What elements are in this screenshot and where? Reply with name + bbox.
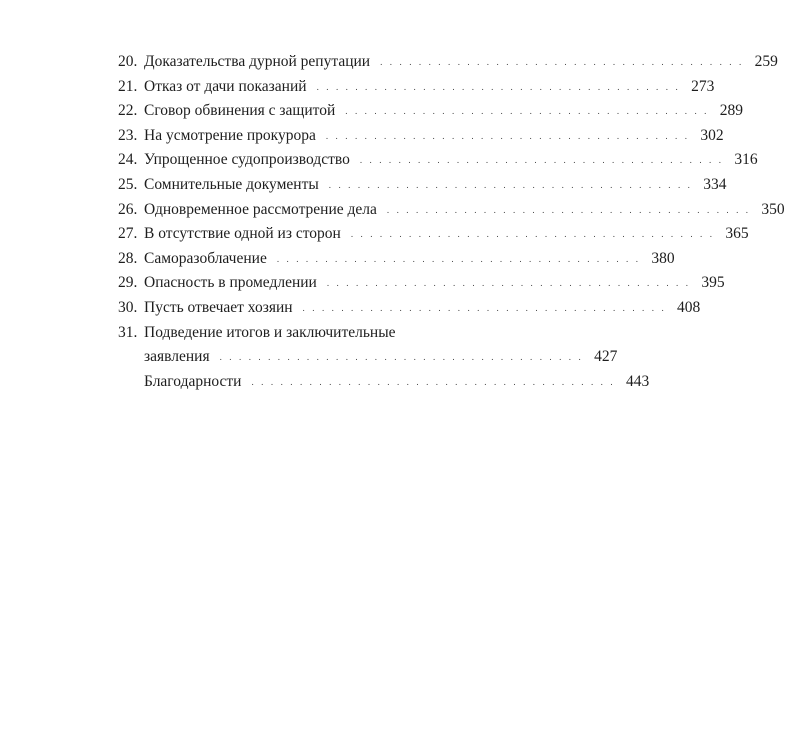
toc-entry-title: Отказ от дачи показаний [144, 77, 307, 95]
toc-entry-title: Сговор обвинения с защитой [144, 102, 336, 120]
toc-entry-page: 443 [625, 372, 650, 390]
toc-entry-title: Сомнительные документы [144, 175, 319, 193]
toc-entry-page: 380 [651, 249, 675, 267]
toc-entry-title: На усмотрение прокурора [144, 126, 316, 144]
toc-entry-number: 29. [118, 274, 138, 292]
toc-entry-number: 24. [118, 151, 138, 169]
toc-entry-number: 21. [118, 77, 138, 95]
toc-entry-page: 395 [701, 274, 725, 292]
toc-entry-30[interactable] [118, 296, 701, 321]
toc-entry-title: Упрощенное судопроизводство [144, 151, 350, 169]
toc-entry-page: 408 [677, 298, 701, 316]
toc-entry-27[interactable] [118, 222, 749, 247]
toc-entry-page: 302 [700, 126, 724, 144]
toc-entry-number: 22. [118, 102, 138, 120]
toc-entry-29[interactable] [118, 271, 725, 296]
dot-leader: . . . . . . . . . . . . . . . . . . . . . . . . . . . . . . . . . . . . . . [316, 81, 681, 92]
dot-leader: . . . . . . . . . . . . . . . . . . . . . . . . . . . . . . . . . . . . . . [386, 204, 751, 215]
toc-entry-page: 259 [754, 53, 778, 70]
toc-entry-31-continuation[interactable] [118, 345, 618, 370]
toc-entry-31[interactable] [118, 321, 460, 346]
toc-entry-number: 30. [118, 298, 138, 316]
toc-entry-number: 26. [118, 200, 138, 218]
toc-entry-title: Пусть отвечает хозяин [144, 298, 293, 316]
dot-leader: . . . . . . . . . . . . . . . . . . . . . . . . . . . . . . . . . . . . . . [380, 57, 744, 67]
toc-entry-title: В отсутствие одной из сторон [144, 225, 341, 243]
toc-entry-page: 334 [703, 175, 727, 193]
toc-entry-22[interactable] [118, 99, 744, 124]
toc-entry-24[interactable] [118, 148, 758, 173]
dot-leader: . . . . . . . . . . . . . . . . . . . . . . . . . . . . . . . . . . . . . . [328, 179, 693, 190]
toc-entry-page: 289 [719, 102, 744, 120]
dot-leader: . . . . . . . . . . . . . . . . . . . . . . . . . . . . . . . . . . . . . . [345, 106, 710, 117]
toc-entry-number: 20. [118, 53, 138, 70]
toc-entry-page: 273 [691, 77, 715, 95]
toc-entry-number: 31. [118, 323, 138, 341]
toc-entry-number: 25. [118, 175, 138, 193]
toc-entry-title: Опасность в промедлении [144, 274, 317, 292]
toc-entry-title: Саморазоблачение [144, 249, 267, 267]
toc-entry-number: 28. [118, 249, 138, 267]
toc-entry-number: 27. [118, 225, 138, 243]
dot-leader: . . . . . . . . . . . . . . . . . . . . . . . . . . . . . . . . . . . . . . [359, 155, 724, 166]
dot-leader: . . . . . . . . . . . . . . . . . . . . . . . . . . . . . . . . . . . . . . [302, 302, 667, 313]
toc-entry-21[interactable] [118, 75, 715, 100]
toc-entry-page: 365 [725, 225, 749, 243]
toc-entry-28[interactable] [118, 247, 675, 272]
dot-leader: . . . . . . . . . . . . . . . . . . . . . . . . . . . . . . . . . . . . . . [350, 229, 715, 240]
toc-entry-title: Благодарности [144, 372, 242, 390]
toc-entry-page: 316 [734, 151, 758, 169]
toc-entry-title: Доказательства дурной репутации [144, 53, 371, 70]
toc-entry-20[interactable] [118, 50, 778, 75]
toc-entry-page: 427 [594, 348, 618, 366]
table-of-contents [118, 50, 785, 394]
toc-entry-number: 23. [118, 126, 138, 144]
toc-entry-acknowledgements[interactable] [118, 370, 650, 395]
dot-leader: . . . . . . . . . . . . . . . . . . . . . . . . . . . . . . . . . . . . . . [219, 352, 584, 363]
dot-leader: . . . . . . . . . . . . . . . . . . . . . . . . . . . . . . . . . . . . . . [325, 130, 690, 141]
dot-leader: . . . . . . . . . . . . . . . . . . . . . . . . . . . . . . . . . . . . . . [251, 376, 616, 387]
toc-entry-title: Одновременное рассмотрение дела [144, 200, 377, 218]
toc-entry-25[interactable] [118, 173, 727, 198]
toc-entry-title-line2: заявления [144, 348, 210, 366]
toc-entry-page: 350 [761, 200, 785, 218]
toc-entry-23[interactable] [118, 124, 724, 149]
dot-leader: . . . . . . . . . . . . . . . . . . . . . . . . . . . . . . . . . . . . . . [276, 253, 641, 264]
toc-entry-26[interactable] [118, 198, 785, 223]
dot-leader: . . . . . . . . . . . . . . . . . . . . . . . . . . . . . . . . . . . . . . [326, 278, 691, 289]
toc-entry-title-line1: Подведение итогов и заключительные [144, 323, 396, 341]
